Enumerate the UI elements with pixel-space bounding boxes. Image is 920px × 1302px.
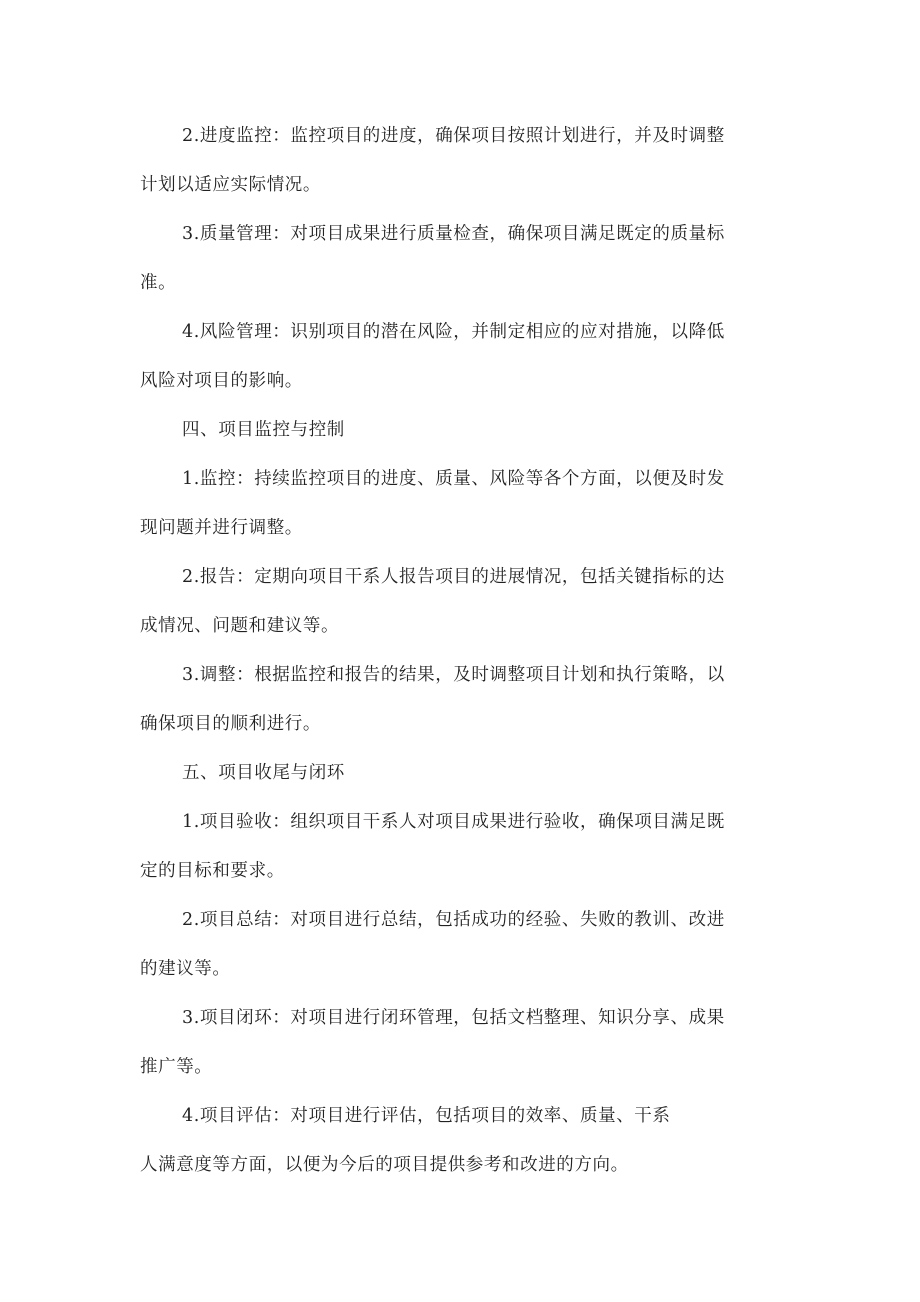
document-body	[140, 112, 784, 1190]
paragraph-line: 的建议等。	[140, 959, 231, 979]
paragraph-adjustment	[140, 651, 784, 749]
paragraph-line: 3.调整：根据监控和报告的结果，及时调整项目计划和执行策略，以	[182, 665, 725, 685]
paragraph-quality-management	[140, 210, 784, 308]
paragraph-line: 推广等。	[140, 1057, 213, 1077]
paragraph-line: 3.项目闭环：对项目进行闭环管理，包括文档整理、知识分享、成果	[182, 1008, 725, 1028]
paragraph-line: 2.项目总结：对项目进行总结，包括成功的经验、失败的教训、改进	[182, 910, 725, 930]
paragraph-line: 现问题并进行调整。	[140, 518, 303, 538]
paragraph-line: 2.进度监控：监控项目的进度，确保项目按照计划进行，并及时调整	[182, 126, 725, 146]
section-heading-monitoring-control	[140, 406, 784, 455]
paragraph-line: 计划以适应实际情况。	[140, 175, 321, 195]
paragraph-line: 人满意度等方面，以便为今后的项目提供参考和改进的方向。	[140, 1155, 629, 1175]
paragraph-line: 成情况、问题和建议等。	[140, 616, 340, 636]
paragraph-progress-monitoring	[140, 112, 784, 210]
section-heading-text: 四、项目监控与控制	[182, 420, 345, 440]
paragraph-monitoring	[140, 455, 784, 553]
paragraph-summary	[140, 896, 784, 994]
paragraph-line: 4.风险管理：识别项目的潜在风险，并制定相应的应对措施，以降低	[182, 322, 725, 342]
paragraph-line: 4.项目评估：对项目进行评估，包括项目的效率、质量、干系	[182, 1106, 671, 1126]
paragraph-line: 准。	[140, 273, 177, 293]
section-heading-text: 五、项目收尾与闭环	[182, 763, 345, 783]
paragraph-line: 2.报告：定期向项目干系人报告项目的进展情况，包括关键指标的达	[182, 567, 725, 587]
paragraph-reporting	[140, 553, 784, 651]
paragraph-closed-loop	[140, 994, 784, 1092]
paragraph-evaluation	[140, 1092, 784, 1190]
paragraph-acceptance	[140, 798, 784, 896]
paragraph-line: 确保项目的顺利进行。	[140, 714, 321, 734]
paragraph-risk-management	[140, 308, 784, 406]
paragraph-line: 1.项目验收：组织项目干系人对项目成果进行验收，确保项目满足既	[182, 812, 725, 832]
paragraph-line: 定的目标和要求。	[140, 861, 285, 881]
paragraph-line: 风险对项目的影响。	[140, 371, 303, 391]
paragraph-line: 1.监控：持续监控项目的进度、质量、风险等各个方面，以便及时发	[182, 469, 725, 489]
paragraph-line: 3.质量管理：对项目成果进行质量检查，确保项目满足既定的质量标	[182, 224, 725, 244]
section-heading-closure	[140, 749, 784, 798]
